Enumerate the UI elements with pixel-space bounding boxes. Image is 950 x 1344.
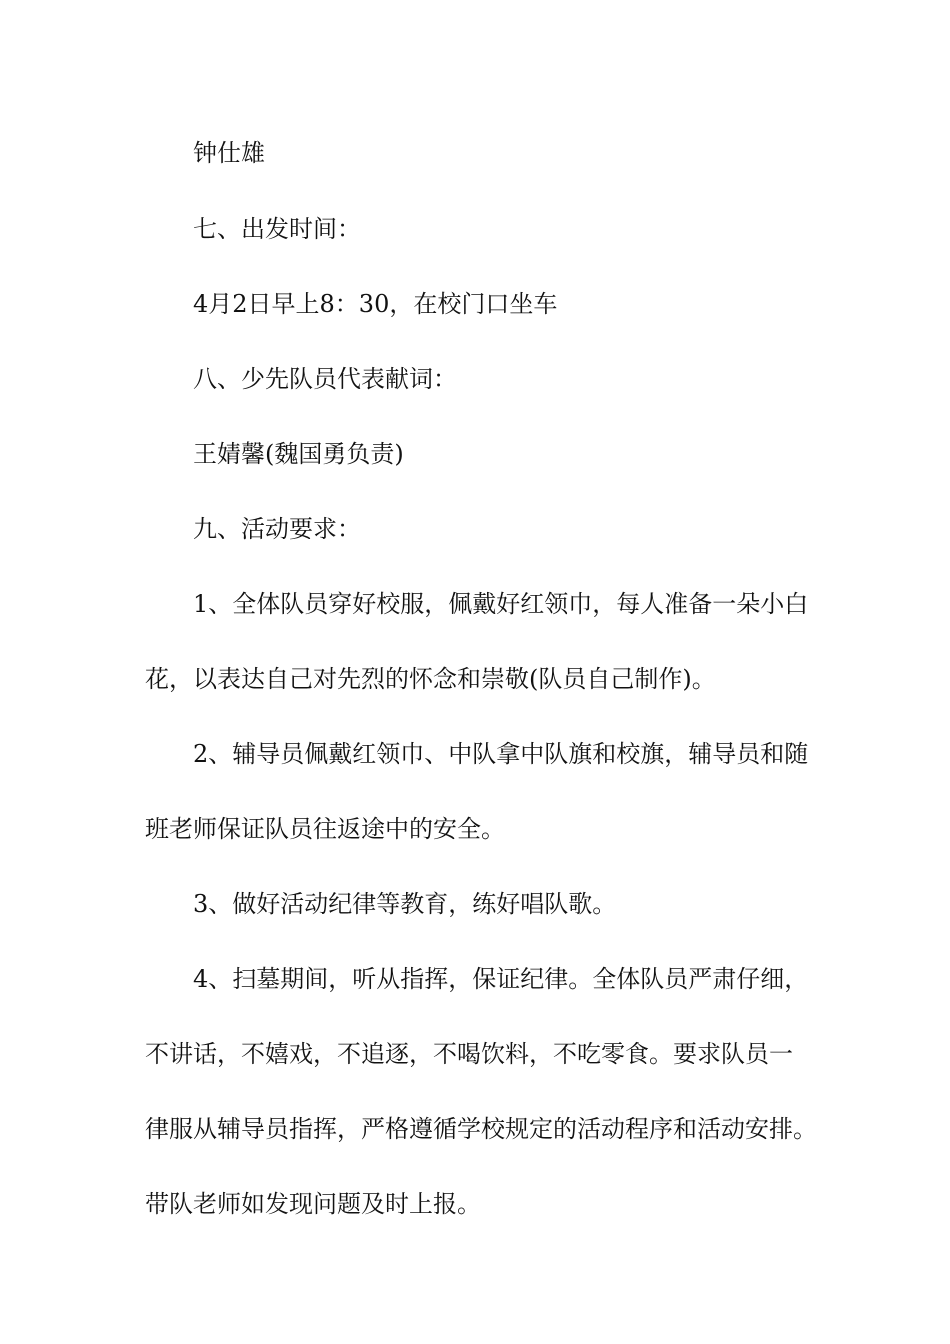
paragraph-line: 不讲话，不嬉戏，不追逐，不喝饮料，不吃零食。要求队员一 [145,1040,793,1068]
paragraph-line: 花，以表达自己对先烈的怀念和崇敬(队员自己制作)。 [145,665,716,693]
section-heading: 七、出发时间： [193,215,361,243]
paragraph-line: 2、辅导员佩戴红领巾、中队拿中队旗和校旗，辅导员和随 [193,740,809,768]
paragraph-line: 3、做好活动纪律等教育，练好唱队歌。 [193,890,617,918]
section-heading: 九、活动要求： [193,515,361,543]
section-heading: 八、少先队员代表献词： [193,365,457,393]
paragraph-line: 律服从辅导员指挥，严格遵循学校规定的活动程序和活动安排。 [145,1115,817,1143]
paragraph-line: 带队老师如发现问题及时上报。 [145,1190,481,1218]
paragraph-line: 班老师保证队员往返途中的安全。 [145,815,505,843]
paragraph-line: 4、扫墓期间，听从指挥，保证纪律。全体队员严肃仔细， [193,965,809,993]
paragraph-line: 1、全体队员穿好校服，佩戴好红领巾，每人准备一朵小白 [193,590,809,618]
paragraph-line: 4月2日早上8：30，在校门口坐车 [193,290,558,318]
paragraph-line: 钟仕雄 [193,139,265,167]
paragraph-line: 王婧馨(魏国勇负责) [193,440,404,468]
